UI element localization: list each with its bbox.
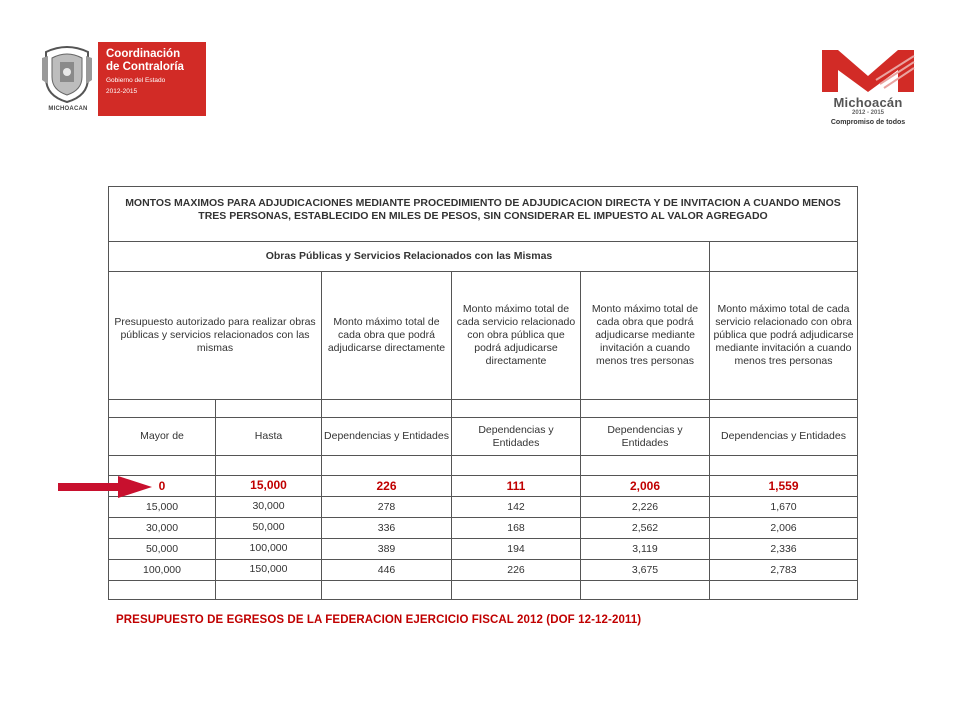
cell-obra-directa: 226 bbox=[322, 476, 452, 497]
spacer-cell bbox=[109, 581, 216, 600]
brand-line-1: Coordinación bbox=[106, 48, 181, 60]
cell-hasta: 15,000 bbox=[216, 476, 322, 497]
header-obra-directa: Monto máximo total de cada obra que podrá adjudicarse directamente bbox=[322, 272, 452, 400]
cell-hasta: 30,000 bbox=[216, 497, 322, 518]
subheader-hasta: Hasta bbox=[216, 418, 322, 456]
cell-servicio-invitacion: 1,559 bbox=[710, 476, 858, 497]
cell-obra-invitacion: 2,562 bbox=[581, 518, 710, 539]
brand-line-3: Gobierno del Estado bbox=[106, 77, 166, 84]
cell-obra-invitacion: 2,006 bbox=[581, 476, 710, 497]
source-note: PRESUPUESTO DE EGRESOS DE LA FEDERACION EJERCICIO FISCAL 2012 (DOF 12-12-2011) bbox=[116, 614, 642, 626]
emblem-caption: MICHOACAN bbox=[48, 106, 88, 112]
spacer-cell bbox=[581, 581, 710, 600]
spacer-cell bbox=[581, 400, 710, 418]
cell-hasta: 50,000 bbox=[216, 518, 322, 539]
cell-obra-directa: 336 bbox=[322, 518, 452, 539]
table-row bbox=[109, 539, 858, 560]
header-budget: Presupuesto autorizado para realizar obras públicas y servicios relacionados con las mismas bbox=[109, 272, 322, 400]
spacer-cell bbox=[452, 581, 581, 600]
spacer-cell bbox=[109, 400, 216, 418]
cell-obra-invitacion: 3,675 bbox=[581, 560, 710, 581]
cell-servicio-directa: 111 bbox=[452, 476, 581, 497]
cell-servicio-directa: 142 bbox=[452, 497, 581, 518]
cell-obra-directa: 446 bbox=[322, 560, 452, 581]
michoacan-word: Michoacán bbox=[833, 95, 903, 110]
spacer-cell bbox=[452, 400, 581, 418]
cell-mayor-de: 15,000 bbox=[109, 497, 216, 518]
table-row bbox=[109, 518, 858, 539]
spacer-cell bbox=[710, 581, 858, 600]
cell-obra-invitacion: 3,119 bbox=[581, 539, 710, 560]
spacer-cell bbox=[581, 456, 710, 476]
cell-servicio-invitacion: 2,336 bbox=[710, 539, 858, 560]
cell-mayor-de: 30,000 bbox=[109, 518, 216, 539]
cell-servicio-invitacion: 2,783 bbox=[710, 560, 858, 581]
contraloria-brand-box bbox=[98, 42, 206, 116]
amounts-table bbox=[108, 186, 858, 600]
subheader-dependencias: Dependencias y Entidades bbox=[710, 418, 858, 456]
spacer-cell bbox=[216, 400, 322, 418]
cell-servicio-directa: 194 bbox=[452, 539, 581, 560]
cell-hasta: 150,000 bbox=[216, 560, 322, 581]
cell-mayor-de: 0 bbox=[109, 476, 216, 497]
subheader-dependencias: Dependencias y Entidades bbox=[452, 418, 581, 456]
subheader-dependencias: Dependencias y Entidades bbox=[322, 418, 452, 456]
table-title: MONTOS MAXIMOS PARA ADJUDICACIONES MEDIANTE PROCEDIMIENTO DE ADJUDICACION DIRECTA Y DE INVITACION A CUANDO MENOS TRES PERSONAS, ESTABLECIDO EN MILES DE PESOS, SIN CONSIDERAR EL IMPUESTO AL VALOR AGREGADO bbox=[109, 187, 858, 242]
cell-servicio-directa: 226 bbox=[452, 560, 581, 581]
cell-obra-directa: 389 bbox=[322, 539, 452, 560]
brand-line-4: 2012-2015 bbox=[106, 88, 138, 95]
spacer-cell bbox=[322, 581, 452, 600]
spacer-cell bbox=[109, 456, 216, 476]
pointer-arrow-icon bbox=[58, 474, 154, 500]
cell-servicio-invitacion: 1,670 bbox=[710, 497, 858, 518]
spacer-cell bbox=[216, 581, 322, 600]
cell-hasta: 100,000 bbox=[216, 539, 322, 560]
michoacan-slogan: Compromiso de todos bbox=[830, 119, 906, 126]
section-header-empty-cell bbox=[710, 242, 858, 272]
cell-servicio-invitacion: 2,006 bbox=[710, 518, 858, 539]
michoacan-m-icon bbox=[818, 44, 918, 96]
cell-obra-invitacion: 2,226 bbox=[581, 497, 710, 518]
michoacan-years: 2012 - 2015 bbox=[851, 110, 885, 116]
spacer-cell bbox=[452, 456, 581, 476]
spacer-cell bbox=[322, 456, 452, 476]
table-row bbox=[109, 560, 858, 581]
cell-mayor-de: 50,000 bbox=[109, 539, 216, 560]
cell-servicio-directa: 168 bbox=[452, 518, 581, 539]
cell-mayor-de: 100,000 bbox=[109, 560, 216, 581]
spacer-cell bbox=[710, 400, 858, 418]
table-row-highlight bbox=[109, 476, 858, 497]
brand-line-2: de Contraloría bbox=[106, 61, 184, 73]
table-row bbox=[109, 497, 858, 518]
spacer-cell bbox=[322, 400, 452, 418]
header-servicio-invitacion: Monto máximo total de cada servicio relacionado con obra pública que podrá adjudicarse mediante invitación a cuando menos tres personas bbox=[710, 272, 858, 400]
spacer-cell bbox=[216, 456, 322, 476]
header-servicio-directa: Monto máximo total de cada servicio relacionado con obra pública que podrá adjudicarse directamente bbox=[452, 272, 581, 400]
subheader-mayor-de: Mayor de bbox=[109, 418, 216, 456]
spacer-cell bbox=[710, 456, 858, 476]
michoacan-logo bbox=[818, 44, 918, 132]
header-obra-invitacion: Monto máximo total de cada obra que podrá adjudicarse mediante invitación a cuando menos tres personas bbox=[581, 272, 710, 400]
cell-obra-directa: 278 bbox=[322, 497, 452, 518]
contraloria-logo bbox=[36, 42, 206, 118]
subheader-dependencias: Dependencias y Entidades bbox=[581, 418, 710, 456]
section-header: Obras Públicas y Servicios Relacionados con las Mismas bbox=[109, 242, 710, 272]
state-emblem-icon bbox=[40, 44, 94, 104]
